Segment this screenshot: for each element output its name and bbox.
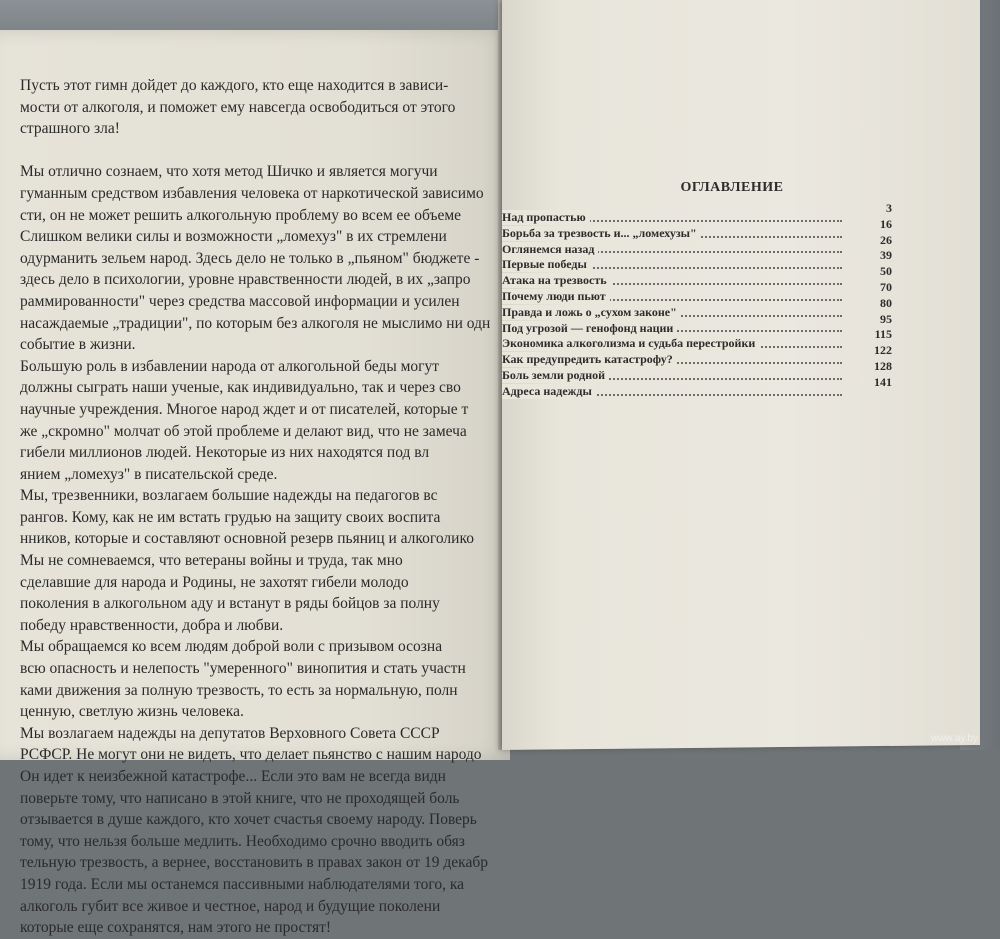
text-line: гибели миллионов людей. Некоторые из них находятся под вл [20,444,430,462]
text-line: алкоголь губит все живое и честное, народ и будущие поколени [20,897,441,915]
toc-item-label: Первые победы [502,257,591,272]
toc-item-page: 141 [874,374,892,389]
toc-item-page: 115 [874,327,892,342]
text-line: нников, которые и составляют основной резерв пьяниц и алкоголико [20,530,474,548]
toc-item-label: Почему люди пьют [502,289,610,304]
text-line: Пусть этот гимн дойдет до каждого, кто еще находится в зависи- [20,77,449,94]
toc-item-label: Адреса надежды [502,384,596,399]
text-line: ценную, светлую жизнь человека. [20,703,244,721]
toc-item-label: Как предупредить катастрофу? [502,352,677,367]
text-line: ками движения за полную трезвость, то есть за нормальную, полн [20,681,458,699]
text-line: раммированности" через средства массовой информации и усилен [20,292,460,310]
toc-item-label: Под угрозой — генофонд нации [502,321,677,336]
text-line: должны сыграть наши ученые, как индивидуально, так и через сво [20,379,461,397]
watermark: www.ay.by [930,733,978,744]
text-line: же „скромно" молчат об этой проблеме и делают вид, что не замеча [20,422,467,440]
text-line: РСФСР. Не могут они не видеть, что делает пьянство с нашим народо [20,746,482,764]
toc-item-label: Над пропастью [502,210,590,225]
toc-item-label: Атака на трезвость [502,273,611,288]
text-line: здесь дело в психологии, уровне нравственности людей, в их „запро [20,271,471,289]
text-line: которые еще сохранятся, нам этого не простят! [20,919,332,937]
toc-title: ОГЛАВЛЕНИЕ [680,180,784,195]
toc-item-page: 26 [880,232,892,247]
toc-item-page: 80 [880,295,892,310]
toc-item-label: Борьба за трезвость и... „ломехузы" [502,226,701,241]
text-line: гуманным средством избавления человека от наркотической зависимо [20,184,484,202]
text-line: событие в жизни. [20,336,136,354]
text-line: насаждаемые „традиции", по которым без алкоголя не мыслимо ни одн [20,314,491,332]
toc-item-page: 122 [874,343,892,358]
text-line: всю опасность и нелепость "умеренного" винопития и стать участн [20,660,466,678]
left-page-text [20,75,508,939]
text-line: сти, он не может решить алкогольную проблему во всем ее объеме [20,206,462,224]
text-line: победу нравственности, добра и любви. [20,616,284,634]
text-line: янием „ломехуз" в писательской среде. [20,465,278,483]
text-line: страшного зла! [20,120,120,138]
text-line: тому, что нельзя больше медлить. Необходимо срочно вводить обяз [20,832,465,850]
text-line: Он идет к неизбежной катастрофе... Если это вам не всегда видн [20,768,446,785]
text-line: Мы, трезвенники, возлагаем большие надежды на педагогов вс [20,487,438,505]
toc-item-label: Оглянемся назад [502,242,598,257]
toc-item-page: 3 [886,201,892,215]
toc-item-page: 39 [880,248,892,263]
text-line: научные учреждения. Многое народ ждет и от писателей, которые т [20,400,469,418]
text-line: Большую роль в избавлении народа от алкогольной беды могут [20,357,440,375]
text-line: Мы возлагаем надежды на депутатов Верховного Совета СССР [20,724,440,742]
text-line: поверьте тому, что написано в этой книге, что не проходящей боль [20,789,460,807]
toc-item-page: 95 [880,311,892,326]
text-line: Мы не сомневаемся, что ветераны войны и труда, так мно [20,552,403,570]
toc-item-page: 16 [880,216,892,231]
text-line: отзывается в душе каждого, кто хочет счастья своему народу. Поверь [20,811,477,829]
text-line: сделавшие для народа и Родины, не захотят гибели молодо [20,573,409,591]
toc-item-label: Экономика алкоголизма и судьба перестройки [502,336,759,351]
toc-item-page: 70 [880,279,892,294]
table-of-contents [502,180,892,400]
toc-item-page: 128 [874,358,892,373]
text-line: Слишком велики силы и возможности „ломехуз" в их стремлени [20,228,447,246]
text-line: Мы обращаемся ко всем людям доброй воли с призывом осозна [20,638,443,656]
text-line: рангов. Кому, как не им встать грудью на защиту своих воспита [20,508,441,526]
text-line [20,140,508,162]
toc-item-label: Правда и ложь о „сухом законе" [502,305,681,320]
text-line: 1919 года. Если мы останемся пассивными наблюдателями того, ка [20,875,465,893]
text-line: поколения в алкогольном аду и встанут в ряды бойцов за полну [20,595,440,613]
text-line: мости от алкоголя, и поможет ему навсегда освободиться от этого [20,98,456,116]
toc-item-page: 50 [880,264,892,279]
text-line: тельную трезвость, а вернее, восстановить в правах закон от 19 декабр [20,854,488,872]
toc-item-label: Боль земли родной [502,368,609,383]
text-line: одурманить зельем народ. Здесь дело не только в „пьяном" бюджете - [20,249,480,267]
text-line: Мы отлично сознаем, что хотя метод Шичко и является могучи [20,163,438,181]
